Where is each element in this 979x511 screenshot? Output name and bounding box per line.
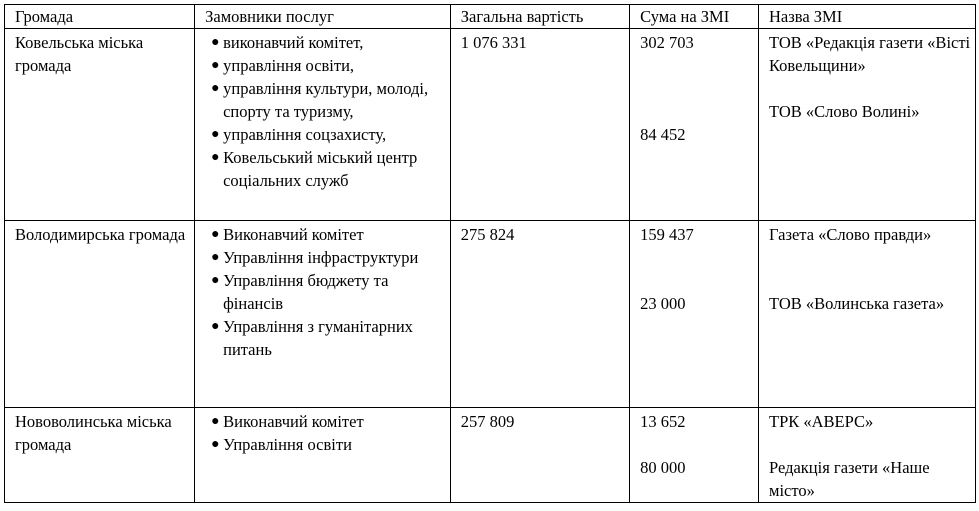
header-clients: Замовники послуг (195, 5, 451, 29)
community-cell: Володимирська громада (5, 221, 195, 408)
clients-list (205, 410, 450, 456)
media-name: ТРК «АВЕРС» (769, 412, 874, 431)
table-row (5, 408, 976, 503)
amount-cell (630, 408, 759, 503)
community-cell: Ковельська міська громада (5, 29, 195, 221)
bullet-icon: ● (211, 127, 220, 142)
bullet-icon: ● (211, 273, 220, 288)
list-item: ● управління культури, молоді, спорту та туризму, (211, 79, 429, 121)
list-item: ● управління соцзахисту, (211, 125, 387, 144)
list-item: ● управління освіти, (211, 56, 355, 75)
bullet-icon: ● (211, 35, 220, 50)
bullet-icon: ● (211, 150, 220, 165)
list-item: ● Управління з гуманітарних питань (211, 317, 413, 359)
table-row (5, 221, 976, 408)
amount-value: 13 652 (640, 412, 686, 431)
bullet-icon: ● (211, 414, 220, 429)
clients-cell (195, 408, 451, 503)
clients-cell (195, 29, 451, 221)
total-cell: 1 076 331 (450, 29, 629, 221)
header-community: Громада (5, 5, 195, 29)
clients-list (205, 223, 450, 361)
header-amount: Сума на ЗМІ (630, 5, 759, 29)
list-item: ● Управління бюджету та фінансів (211, 271, 389, 313)
header-media: Назва ЗМІ (759, 5, 976, 29)
list-item: ● виконавчий комітет, (211, 33, 364, 52)
list-item: ● Управління інфраструктури (211, 248, 419, 267)
total-cell: 275 824 (450, 221, 629, 408)
media-cell (759, 408, 976, 503)
media-name: Газета «Слово правди» (769, 225, 932, 244)
table-row (5, 29, 976, 221)
list-item: ● Виконавчий комітет (211, 412, 364, 431)
clients-list (205, 31, 450, 192)
amount-value: 302 703 (640, 33, 694, 52)
header-total: Загальна вартість (450, 5, 629, 29)
list-item: ● Управління освіти (211, 435, 352, 454)
amount-cell (630, 29, 759, 221)
amount-value: 159 437 (640, 225, 694, 244)
amount-cell (630, 221, 759, 408)
bullet-icon: ● (211, 437, 220, 452)
list-item: ● Виконавчий комітет (211, 225, 364, 244)
bullet-icon: ● (211, 58, 220, 73)
media-spending-table (4, 4, 976, 503)
amount-value: 23 000 (640, 294, 686, 313)
media-name: ТОВ «Редакція газети «Вісті Ковельщини» (769, 33, 971, 75)
total-cell: 257 809 (450, 408, 629, 503)
list-item: ● Ковельський міський центр соціальних служб (211, 148, 418, 190)
media-cell (759, 29, 976, 221)
bullet-icon: ● (211, 81, 220, 96)
media-name: ТОВ «Слово Волині» (769, 102, 920, 121)
header-row (5, 5, 976, 29)
bullet-icon: ● (211, 250, 220, 265)
media-cell (759, 221, 976, 408)
media-name: ТОВ «Волинська газета» (769, 294, 945, 313)
bullet-icon: ● (211, 227, 220, 242)
bullet-icon: ● (211, 319, 220, 334)
clients-cell (195, 221, 451, 408)
media-name: Редакція газети «Наше місто» (769, 458, 930, 500)
amount-value: 84 452 (640, 125, 686, 144)
community-cell: Нововолинська міська громада (5, 408, 195, 503)
amount-value: 80 000 (640, 458, 686, 477)
